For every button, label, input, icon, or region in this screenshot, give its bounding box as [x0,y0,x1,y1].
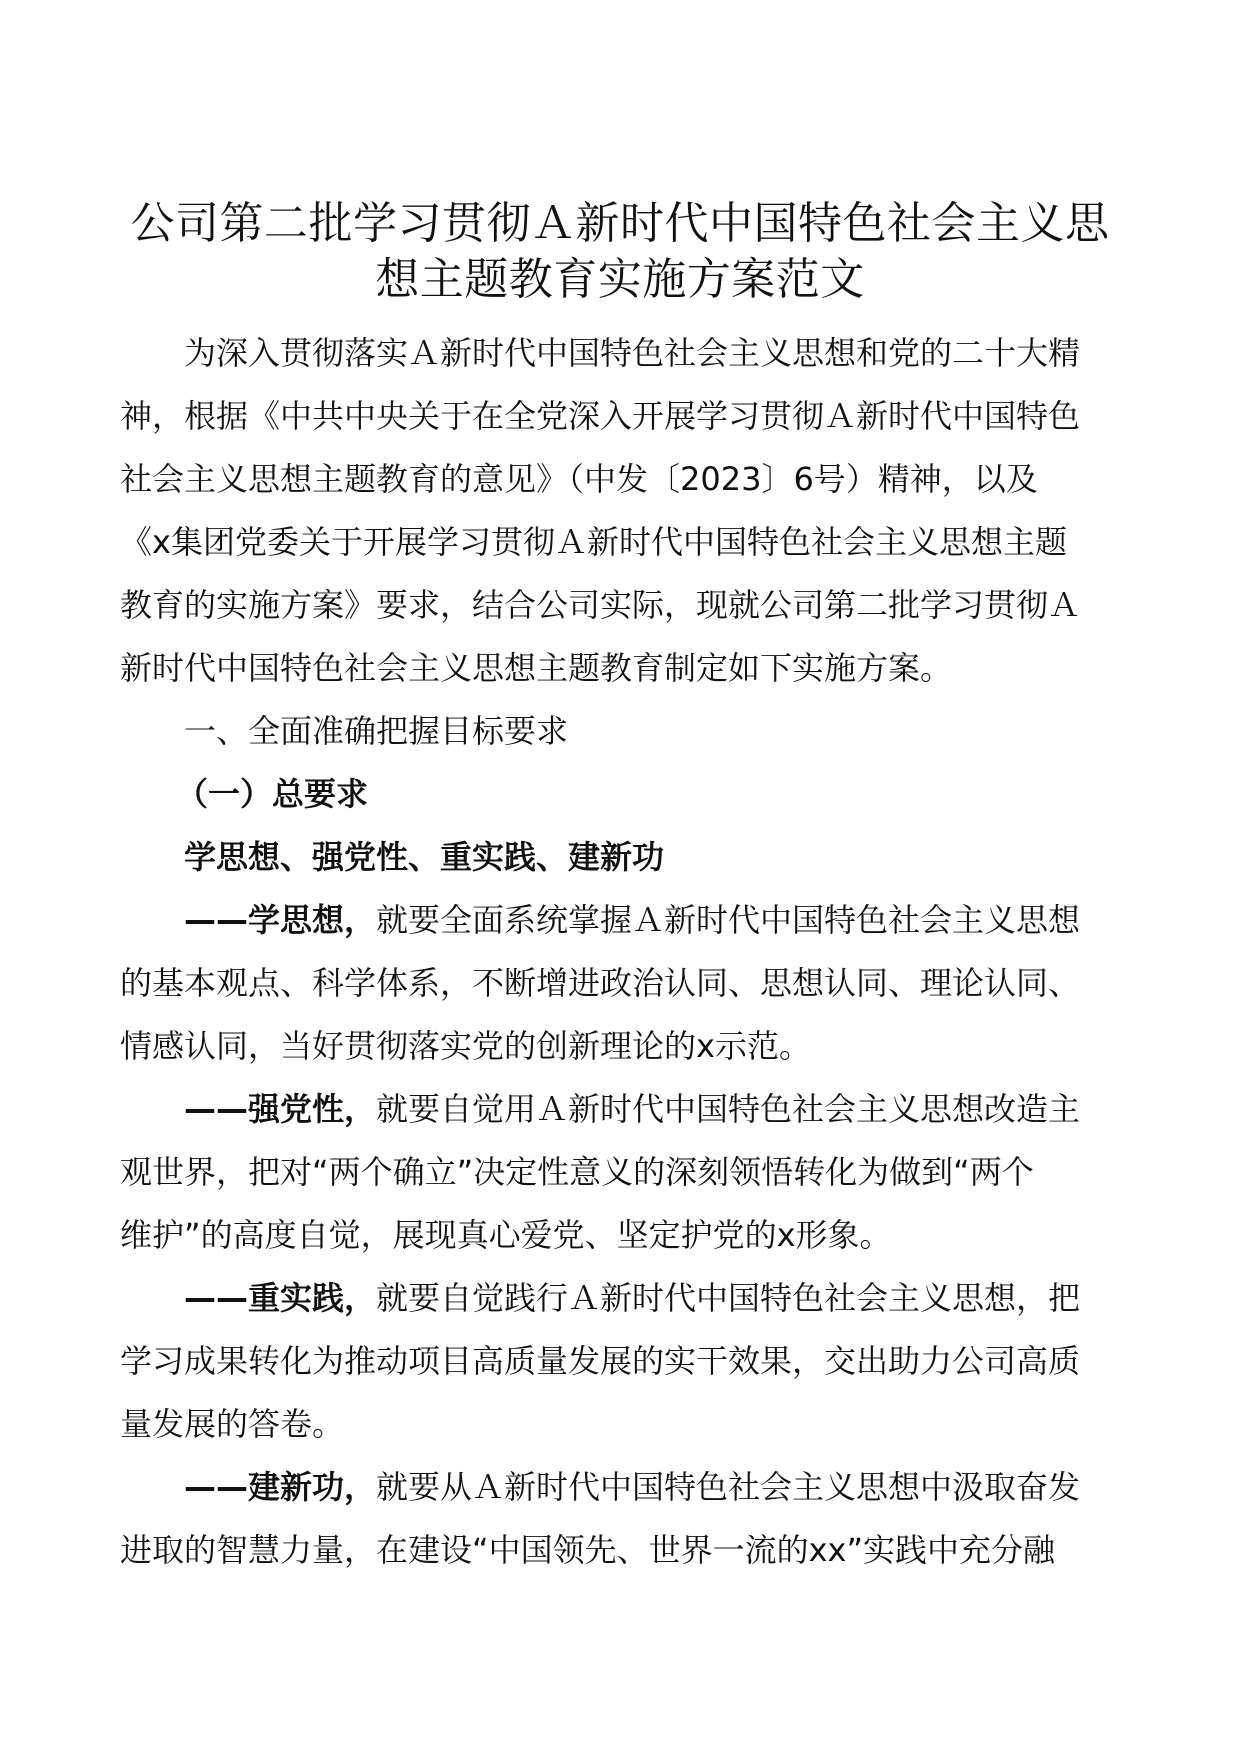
subsection-heading-1: （一）总要求 [176,775,369,813]
item-2-lead: ——强党性， [184,1090,377,1128]
title-line-2: 想主题教育实施方案范文 [375,254,865,305]
document-title [110,196,1130,308]
item-3-lead: ——重实践， [184,1279,377,1317]
item-4-text-1: 就要从Ａ新时代中国特色社会主义思想中汲取奋发 [376,1468,1081,1506]
intro-line-4: 《x集团党委关于开展学习贯彻Ａ新时代中国特色社会主义思想主题 [120,523,1067,561]
item-1-line-3: 情感认同，当好贯彻落实党的创新理论的x示范。 [120,1027,811,1065]
item-paragraph-2 [120,1078,1125,1267]
item-3-line-3: 量发展的答卷。 [120,1405,345,1443]
item-2-line-3: 维护”的高度自觉，展现真心爱党、坚定护党的x形象。 [120,1216,892,1254]
item-2-text-1: 就要自觉用Ａ新时代中国特色社会主义思想改造主 [376,1090,1081,1128]
item-paragraph-1 [120,889,1125,1078]
intro-line-2: 神，根据《中共中央关于在全党深入开展学习贯彻Ａ新时代中国特色 [120,397,1081,435]
item-1-text-1: 就要全面系统掌握Ａ新时代中国特色社会主义思想 [376,901,1081,939]
intro-paragraph [120,322,1125,700]
intro-line-6: 新时代中国特色社会主义思想主题教育制定如下实施方案。 [120,649,953,687]
item-4-lead: ——建新功， [184,1468,377,1506]
item-3-text-1: 就要自觉践行Ａ新时代中国特色社会主义思想，把 [376,1279,1081,1317]
item-1-line-1 [120,889,1125,952]
title-line-1: 公司第二批学习贯彻Ａ新时代中国特色社会主义思 [130,198,1110,249]
item-paragraph-4 [120,1456,1125,1582]
section-heading-1: 一、全面准确把握目标要求 [184,712,569,750]
document-body [120,322,1125,1582]
item-paragraph-3 [120,1267,1125,1456]
item-1-lead: ——学思想， [184,901,377,939]
intro-line-1: 为深入贯彻落实Ａ新时代中国特色社会主义思想和党的二十大精 [184,334,1081,372]
item-1-line-2: 的基本观点、科学体系，不断增进政治认同、思想认同、理论认同、 [120,964,1081,1002]
intro-line-3: 社会主义思想主题教育的意见》（中发〔2023〕6号）精神，以及 [120,460,1038,498]
item-4-line-2: 进取的智慧力量，在建设“中国领先、世界一流的xx”实践中充分融 [120,1531,1056,1569]
summary-heading: 学思想、强党性、重实践、建新功 [184,838,665,876]
item-3-line-1 [120,1267,1125,1330]
item-3-line-2: 学习成果转化为推动项目高质量发展的实干效果，交出助力公司高质 [120,1342,1081,1380]
item-2-line-1 [120,1078,1125,1141]
item-2-line-2: 观世界，把对“两个确立”决定性意义的深刻领悟转化为做到“两个 [120,1153,1034,1191]
item-4-line-1 [120,1456,1125,1519]
intro-line-5: 教育的实施方案》要求，结合公司实际，现就公司第二批学习贯彻Ａ [120,586,1081,624]
